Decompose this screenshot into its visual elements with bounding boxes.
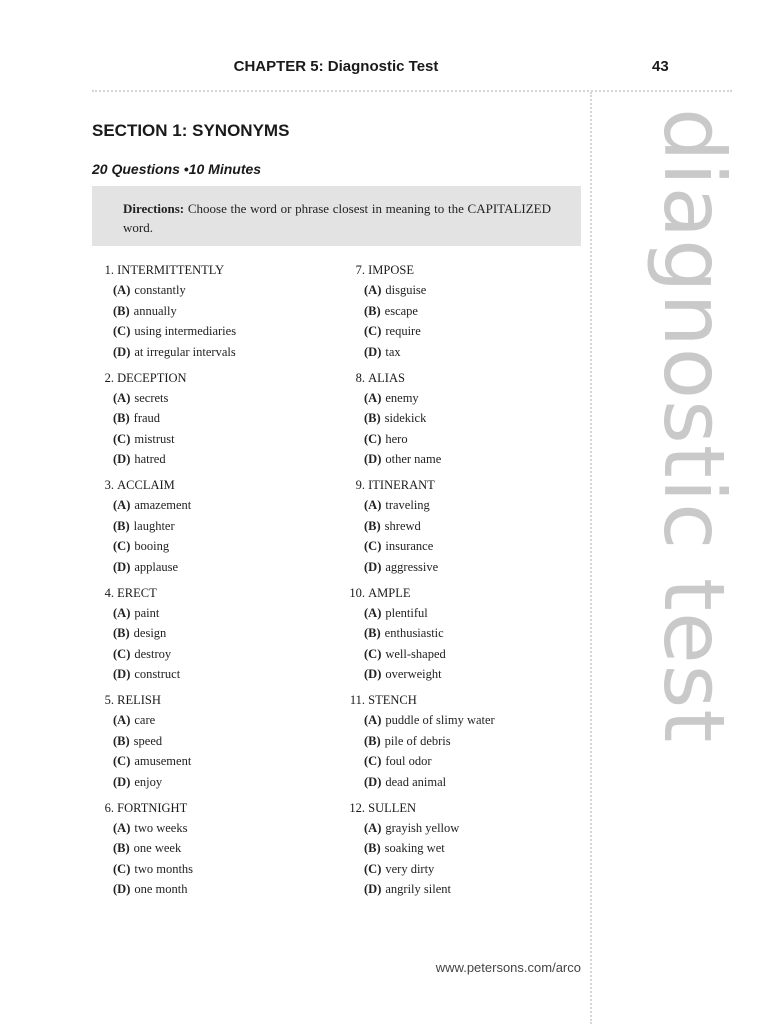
option-letter: (A) <box>364 390 382 405</box>
question-item <box>343 584 573 692</box>
answer-option[interactable] <box>92 772 322 793</box>
answer-option[interactable] <box>343 859 573 880</box>
option-letter: (D) <box>113 452 131 466</box>
option-letter: (B) <box>113 303 130 318</box>
question-stem <box>343 584 573 603</box>
answer-option[interactable] <box>343 388 573 409</box>
question-word: IMPOSE <box>368 263 414 277</box>
question-stem <box>92 369 322 388</box>
question-stem <box>92 584 322 603</box>
option-text: grayish yellow <box>385 820 460 835</box>
question-word: STENCH <box>368 693 417 707</box>
answer-option[interactable] <box>343 644 573 665</box>
option-text: booing <box>134 539 170 553</box>
option-letter: (A) <box>113 605 131 620</box>
answer-option[interactable] <box>343 280 573 301</box>
option-letter: (C) <box>364 861 382 876</box>
option-letter: (D) <box>113 559 131 574</box>
answer-option[interactable] <box>92 623 322 644</box>
question-stem <box>343 799 573 818</box>
option-text: well-shaped <box>385 646 446 661</box>
answer-option[interactable] <box>343 772 573 793</box>
option-text: mistrust <box>134 431 175 446</box>
option-text: speed <box>133 733 163 748</box>
option-letter: (B) <box>364 303 381 318</box>
answer-option[interactable] <box>92 818 322 839</box>
option-letter: (A) <box>364 820 382 835</box>
option-letter: (B) <box>364 411 381 425</box>
side-tab <box>645 108 743 848</box>
question-column-right <box>343 261 573 906</box>
question-word: INTERMITTENTLY <box>117 263 225 277</box>
question-stem <box>92 261 322 280</box>
option-text: annually <box>133 303 177 318</box>
question-stem <box>92 799 322 818</box>
answer-option[interactable] <box>343 879 573 900</box>
option-letter: (B) <box>364 841 381 855</box>
option-text: secrets <box>134 390 169 405</box>
answer-option[interactable] <box>92 731 322 752</box>
option-text: insurance <box>385 539 434 553</box>
option-letter: (B) <box>364 518 381 533</box>
question-word: FORTNIGHT <box>117 800 188 815</box>
question-word: ACCLAIM <box>117 478 175 492</box>
answer-option[interactable] <box>92 495 322 516</box>
question-item <box>343 369 573 477</box>
option-text: construct <box>134 667 181 681</box>
option-text: pile of debris <box>384 733 451 748</box>
option-letter: (D) <box>113 882 131 896</box>
footer-url: www.petersons.com/arco <box>435 960 581 975</box>
answer-option[interactable] <box>92 408 322 429</box>
option-letter: (C) <box>364 646 382 661</box>
answer-option[interactable] <box>343 838 573 859</box>
option-text: enemy <box>385 390 419 405</box>
option-text: laughter <box>133 518 175 533</box>
question-stem <box>343 691 573 710</box>
option-letter: (C) <box>364 539 382 553</box>
answer-option[interactable] <box>343 818 573 839</box>
option-letter: (A) <box>113 283 131 297</box>
option-text: destroy <box>134 646 172 661</box>
answer-option[interactable] <box>343 557 573 578</box>
question-stem <box>92 691 322 710</box>
directions-label: Directions: <box>123 201 185 216</box>
option-text: enjoy <box>134 774 163 789</box>
option-letter: (A) <box>113 390 131 405</box>
directions-box <box>92 186 581 246</box>
answer-option[interactable] <box>343 731 573 752</box>
option-letter: (B) <box>113 411 130 425</box>
option-text: overweight <box>385 667 442 681</box>
option-text: hero <box>385 431 408 446</box>
answer-option[interactable] <box>343 664 573 685</box>
option-text: amazement <box>134 498 192 512</box>
answer-option[interactable] <box>92 388 322 409</box>
answer-option[interactable] <box>343 516 573 537</box>
question-word: DECEPTION <box>117 370 187 385</box>
option-letter: (D) <box>364 667 382 681</box>
answer-option[interactable] <box>92 838 322 859</box>
option-letter: (C) <box>364 754 382 768</box>
question-word: ALIAS <box>368 370 405 385</box>
directions-text: Choose the word or phrase closest in meaning to the CAPITALIZED word. <box>123 201 551 235</box>
answer-option[interactable] <box>92 280 322 301</box>
option-letter: (C) <box>113 539 131 553</box>
section-subtitle: 20 Questions •10 Minutes <box>92 161 262 177</box>
answer-option[interactable] <box>92 342 322 363</box>
option-text: other name <box>385 452 442 466</box>
answer-option[interactable] <box>343 301 573 322</box>
answer-option[interactable] <box>92 449 322 470</box>
option-letter: (D) <box>364 559 382 574</box>
option-letter: (D) <box>364 452 382 466</box>
option-letter: (C) <box>113 861 131 876</box>
option-letter: (D) <box>113 667 131 681</box>
option-text: very dirty <box>385 861 435 876</box>
option-text: soaking wet <box>384 841 445 855</box>
option-text: require <box>385 324 421 338</box>
question-stem <box>343 369 573 388</box>
answer-option[interactable] <box>343 429 573 450</box>
question-column-left <box>92 261 322 906</box>
option-letter: (D) <box>113 774 131 789</box>
option-text: amusement <box>134 754 192 768</box>
question-stem <box>343 261 573 280</box>
question-item <box>92 476 322 584</box>
option-text: paint <box>134 605 160 620</box>
answer-option[interactable] <box>343 536 573 557</box>
option-letter: (C) <box>113 324 131 338</box>
question-number: 12. <box>349 800 365 815</box>
option-text: hatred <box>134 452 166 466</box>
option-text: escape <box>384 303 418 318</box>
option-letter: (D) <box>364 344 382 359</box>
option-text: design <box>133 626 167 640</box>
question-number: 8. <box>355 370 365 385</box>
option-letter: (D) <box>364 774 382 789</box>
answer-option[interactable] <box>343 408 573 429</box>
question-word: AMPLE <box>368 585 411 600</box>
option-letter: (A) <box>113 713 131 727</box>
option-text: shrewd <box>384 518 421 533</box>
answer-option[interactable] <box>92 429 322 450</box>
option-text: constantly <box>134 283 186 297</box>
option-text: care <box>134 713 156 727</box>
option-text: at irregular intervals <box>134 344 236 359</box>
option-text: disguise <box>385 283 427 297</box>
option-letter: (B) <box>364 733 381 748</box>
question-stem <box>92 476 322 495</box>
question-item <box>343 261 573 369</box>
section-title: SECTION 1: SYNONYMS <box>92 121 290 140</box>
option-text: plentiful <box>385 605 428 620</box>
answer-option[interactable] <box>92 536 322 557</box>
answer-option[interactable] <box>92 710 322 731</box>
question-word: ERECT <box>117 585 157 600</box>
option-text: applause <box>134 559 179 574</box>
option-letter: (B) <box>364 626 381 640</box>
chapter-title: CHAPTER 5: Diagnostic Test <box>233 58 439 75</box>
question-number: 4. <box>104 585 114 600</box>
answer-option[interactable] <box>343 449 573 470</box>
question-number: 9. <box>355 478 365 492</box>
answer-option[interactable] <box>343 623 573 644</box>
answer-option[interactable] <box>343 342 573 363</box>
option-text: one week <box>133 841 182 855</box>
option-letter: (D) <box>113 344 131 359</box>
answer-option[interactable] <box>92 603 322 624</box>
option-text: traveling <box>385 498 430 512</box>
question-number: 11. <box>349 693 365 707</box>
answer-option[interactable] <box>343 751 573 772</box>
option-text: angrily silent <box>385 882 451 896</box>
option-text: using intermediaries <box>134 324 237 338</box>
question-word: ITINERANT <box>368 478 435 492</box>
answer-option[interactable] <box>92 751 322 772</box>
question-item <box>343 799 573 907</box>
option-letter: (C) <box>113 646 131 661</box>
option-letter: (B) <box>113 518 130 533</box>
option-text: fraud <box>133 411 161 425</box>
option-letter: (A) <box>113 498 131 512</box>
question-item <box>92 799 322 907</box>
margin-divider <box>590 92 592 1024</box>
question-item <box>92 369 322 477</box>
option-text: foul odor <box>385 754 432 768</box>
question-number: 1. <box>104 263 114 277</box>
option-text: sidekick <box>384 411 427 425</box>
option-letter: (C) <box>113 431 131 446</box>
header-divider <box>92 90 732 92</box>
question-word: RELISH <box>117 693 161 707</box>
answer-option[interactable] <box>343 603 573 624</box>
question-number: 6. <box>104 800 114 815</box>
option-text: puddle of slimy water <box>385 713 495 727</box>
answer-option[interactable] <box>92 301 322 322</box>
answer-option[interactable] <box>92 859 322 880</box>
question-word: SULLEN <box>368 800 417 815</box>
question-number: 5. <box>104 693 114 707</box>
option-letter: (A) <box>364 498 382 512</box>
answer-option[interactable] <box>343 710 573 731</box>
answer-option[interactable] <box>92 557 322 578</box>
option-text: enthusiastic <box>384 626 444 640</box>
option-letter: (B) <box>113 733 130 748</box>
option-letter: (C) <box>113 754 131 768</box>
question-item <box>92 691 322 799</box>
option-letter: (A) <box>364 283 382 297</box>
option-text: two weeks <box>134 820 188 835</box>
question-number: 10. <box>349 585 365 600</box>
answer-option[interactable] <box>343 495 573 516</box>
option-text: two months <box>134 861 194 876</box>
option-text: one month <box>134 882 188 896</box>
answer-option[interactable] <box>92 516 322 537</box>
option-letter: (B) <box>113 626 130 640</box>
option-letter: (A) <box>113 820 131 835</box>
option-text: aggressive <box>385 559 439 574</box>
question-number: 7. <box>355 263 365 277</box>
question-item <box>92 261 322 369</box>
question-number: 2. <box>104 370 114 385</box>
option-letter: (B) <box>113 841 130 855</box>
option-letter: (A) <box>364 605 382 620</box>
option-text: tax <box>385 344 401 359</box>
answer-option[interactable] <box>92 321 322 342</box>
question-item <box>343 691 573 799</box>
option-letter: (C) <box>364 324 382 338</box>
question-item <box>343 476 573 584</box>
option-letter: (D) <box>364 882 382 896</box>
question-stem <box>343 476 573 495</box>
answer-option[interactable] <box>92 664 322 685</box>
question-item <box>92 584 322 692</box>
option-text: dead animal <box>385 774 447 789</box>
answer-option[interactable] <box>343 321 573 342</box>
page-number: 43 <box>652 58 669 75</box>
side-tab-label: diagnostic test <box>645 108 743 744</box>
option-letter: (C) <box>364 431 382 446</box>
question-number: 3. <box>104 478 114 492</box>
answer-option[interactable] <box>92 879 322 900</box>
option-letter: (A) <box>364 713 382 727</box>
answer-option[interactable] <box>92 644 322 665</box>
